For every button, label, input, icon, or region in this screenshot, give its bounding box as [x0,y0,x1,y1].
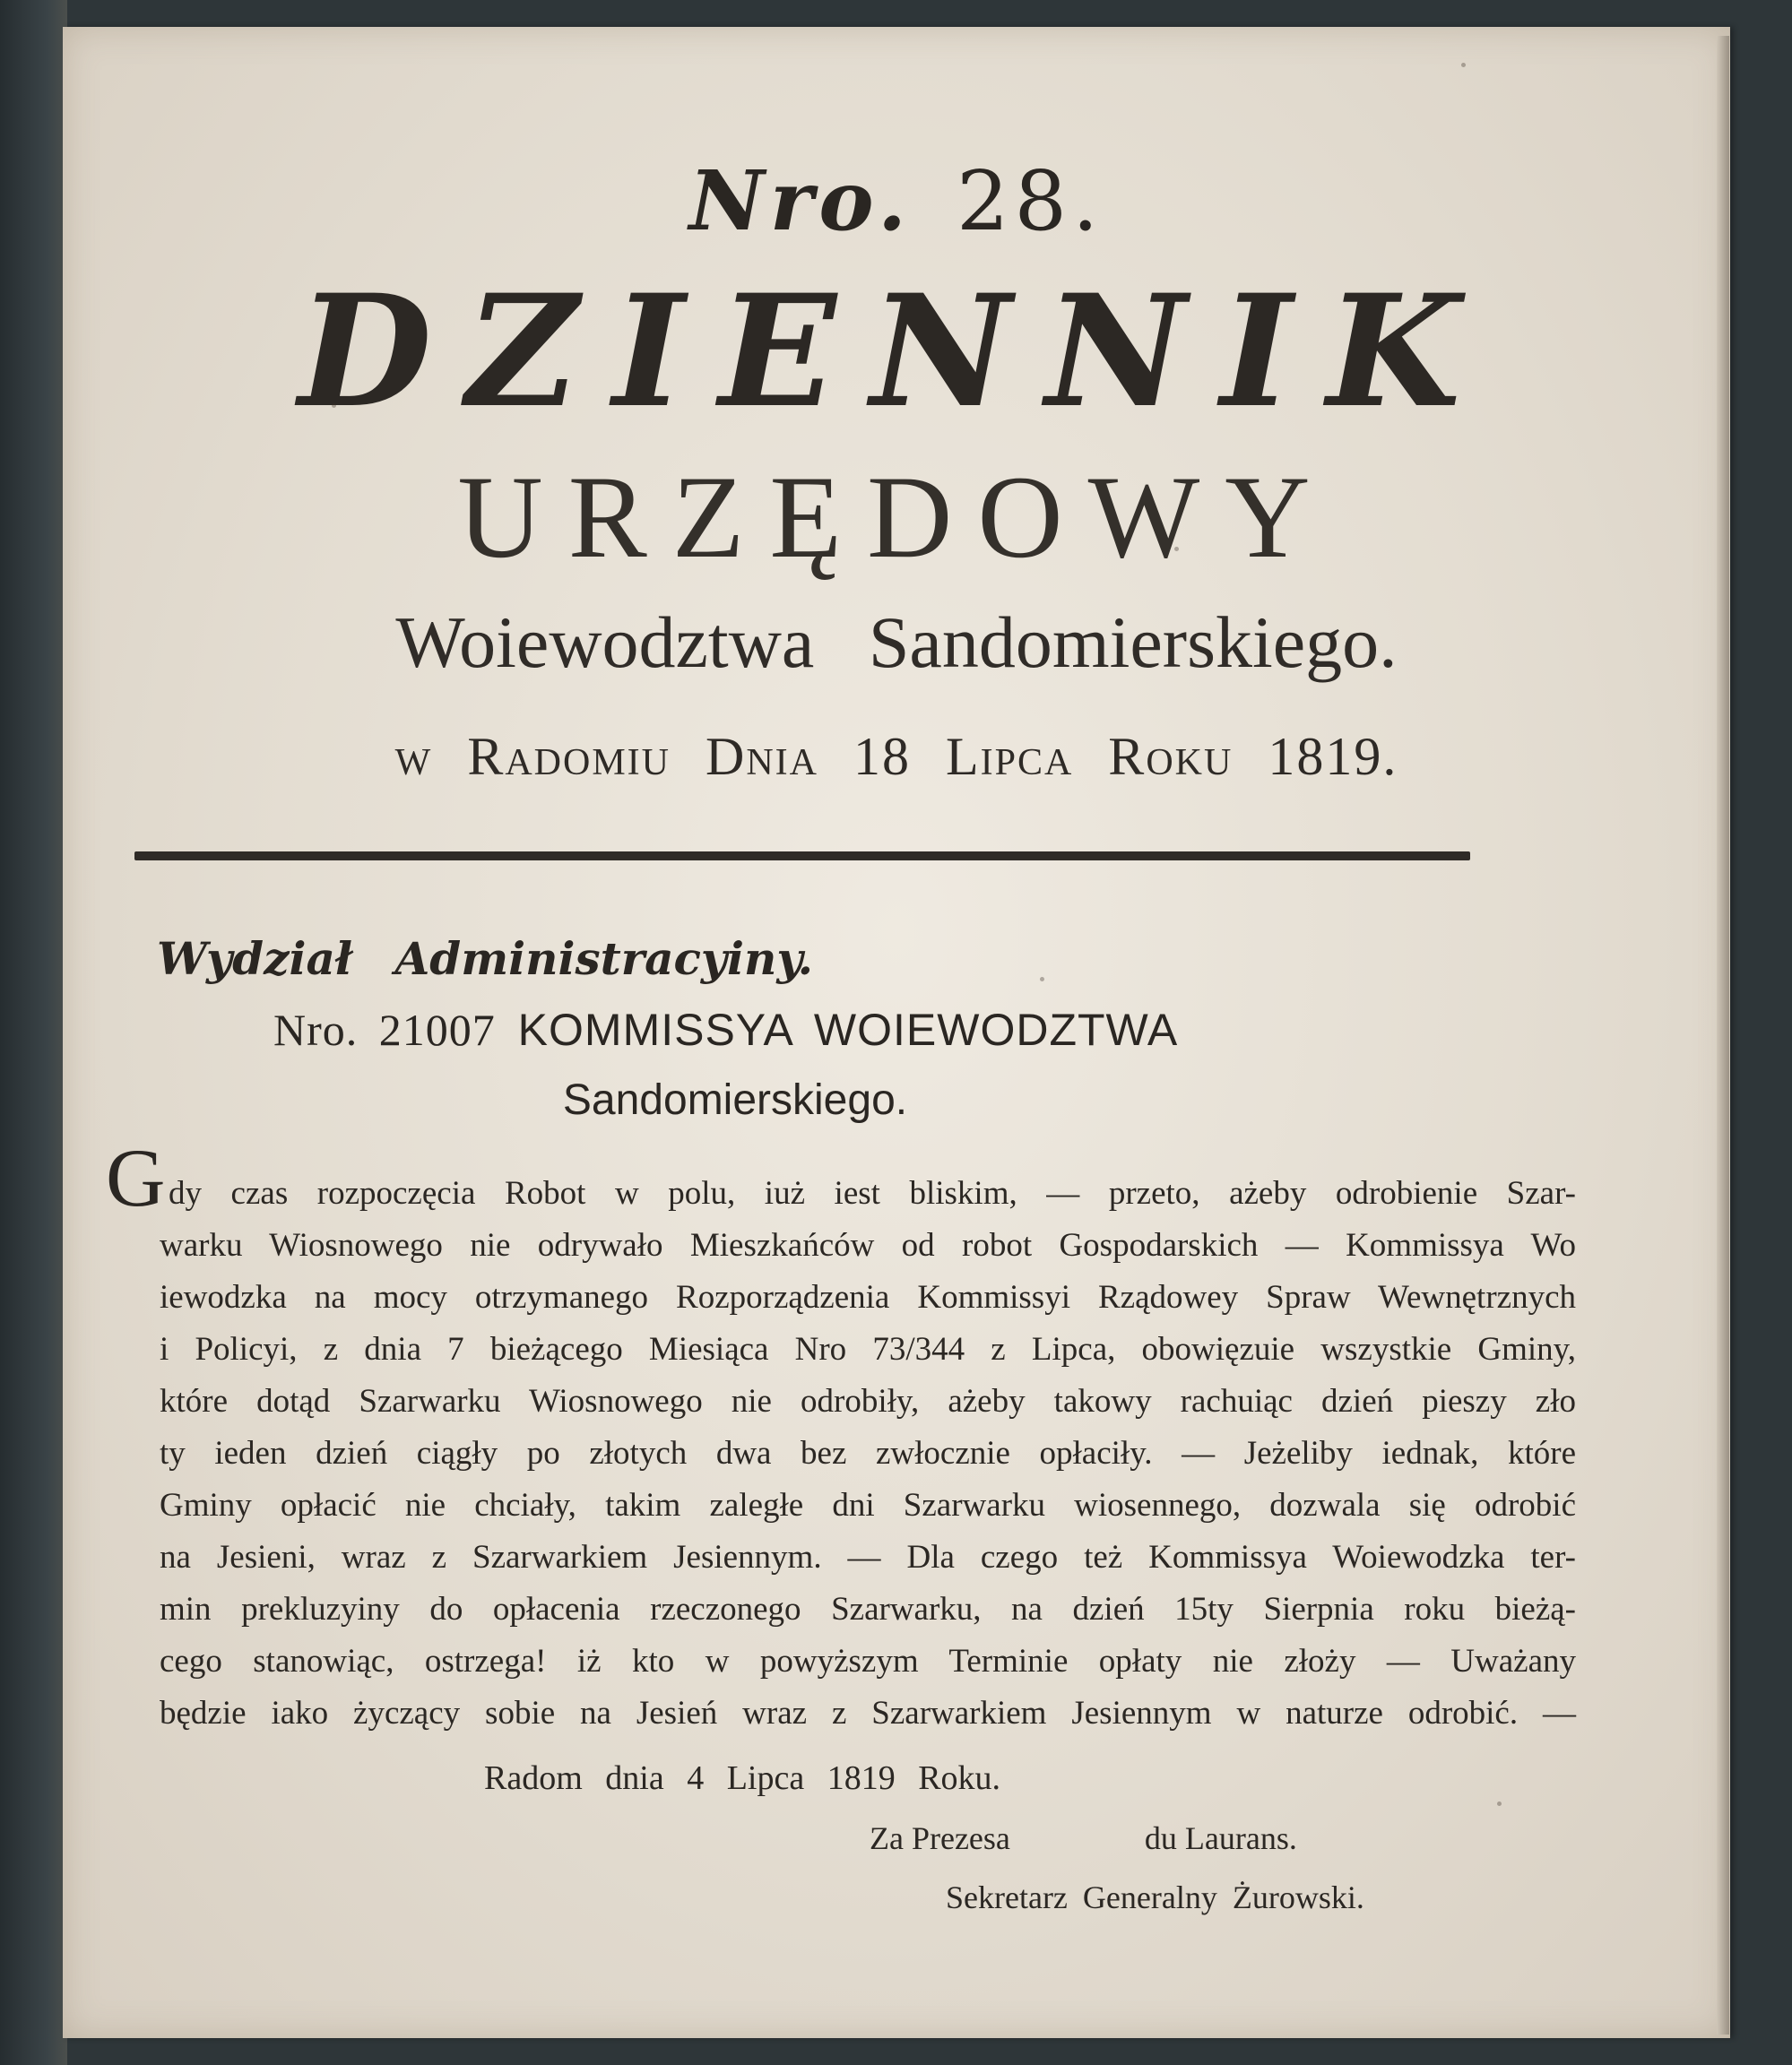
body-line: dy czas rozpoczęcia Robot w polu, iuż iest bliskim, — przeto, ażeby odrobienie Szar- [169,1175,1576,1212]
body-line: min prekluzyiny do opłacenia rzeczonego Szarwarku, na dzień 15ty Sierpnia roku bieżą- [160,1591,1576,1628]
president-signature [870,1819,1297,1857]
paper-speck [1497,1801,1502,1806]
body-line: cego stanowiąc, ostrzega! iż kto w powyższym Terminie opłaty nie złoży — Uważany [160,1643,1576,1680]
body-line: które dotąd Szarwarku Wiosnowego nie odrobiły, ażeby takowy rachuiąc dzień pieszy zło [160,1383,1576,1420]
issue-number-line [63,152,1730,249]
body-line: Gminy opłacić nie chciały, takim zaległe dni Szarwarku wiosennego, dozwala się odrobić [160,1487,1576,1524]
president-name: du Laurans. [1144,1820,1297,1856]
department-heading: Wydział Administracyiny. [157,932,814,985]
issue-label: Nro. [688,152,913,249]
header-rule [134,851,1470,860]
body-line: będzie iako życzący sobie na Jesień wraz z Szarwarkiem Jesiennym w naturze odrobić. — [160,1695,1576,1732]
place-and-date: Radom dnia 4 Lipca 1819 Roku. [484,1759,1001,1797]
issue-number: 28. [957,153,1104,249]
notice-issuer-continued-line [63,1076,1730,1125]
paper-speck [1174,547,1179,551]
body-line: i Policyi, z dnia 7 bieżącego Miesiąca Nro 73/344 z Lipca, obowięzuie wszystkie Gminy, [160,1331,1576,1368]
dateline: w Radomiu Dnia 18 Lipca Roku 1819. [394,727,1398,786]
body-line: warku Wiosnowego nie odrywało Mieszkańców od robot Gospodarskich — Kommissya Wo [160,1227,1576,1264]
paper-speck [1461,63,1466,67]
paper-speck [1040,977,1044,981]
drop-cap: G [106,1132,166,1223]
book-binding-edge [0,0,67,2065]
notice-issuer-continued: Sandomierskiego. [562,1076,908,1124]
president-label: Za Prezesa [870,1820,1010,1856]
masthead-title: DZIENNIK [298,260,1495,442]
body-line: iewodzka na mocy otrzymanego Rozporządzenia Kommissyi Rządowey Spraw Wewnętrznych [160,1279,1576,1316]
masthead-province: Woiewodztwa Sandomierskiego. [395,601,1398,683]
newspaper-page [63,27,1730,2038]
masthead-subtitle: URZĘDOWY [457,451,1336,583]
notice-issuer: KOMMISSYA WOIEWODZTWA [517,1005,1179,1055]
paper-speck [332,403,336,408]
body-line: ty ieden dzień ciągły po złotych dwa bez zwłocznie opłaciły. — Jeżeliby iednak, które [160,1435,1576,1472]
body-line: na Jesieni, wraz z Szarwarkiem Jesiennym. — Dla czego też Kommissya Woiewodzka ter- [160,1539,1576,1576]
notice-reference-line [273,1004,1178,1056]
page-right-edge [1717,36,1729,2035]
notice-reference-number: Nro. 21007 [273,1005,496,1055]
secretary-signature: Sekretarz Generalny Żurowski. [946,1879,1364,1915]
